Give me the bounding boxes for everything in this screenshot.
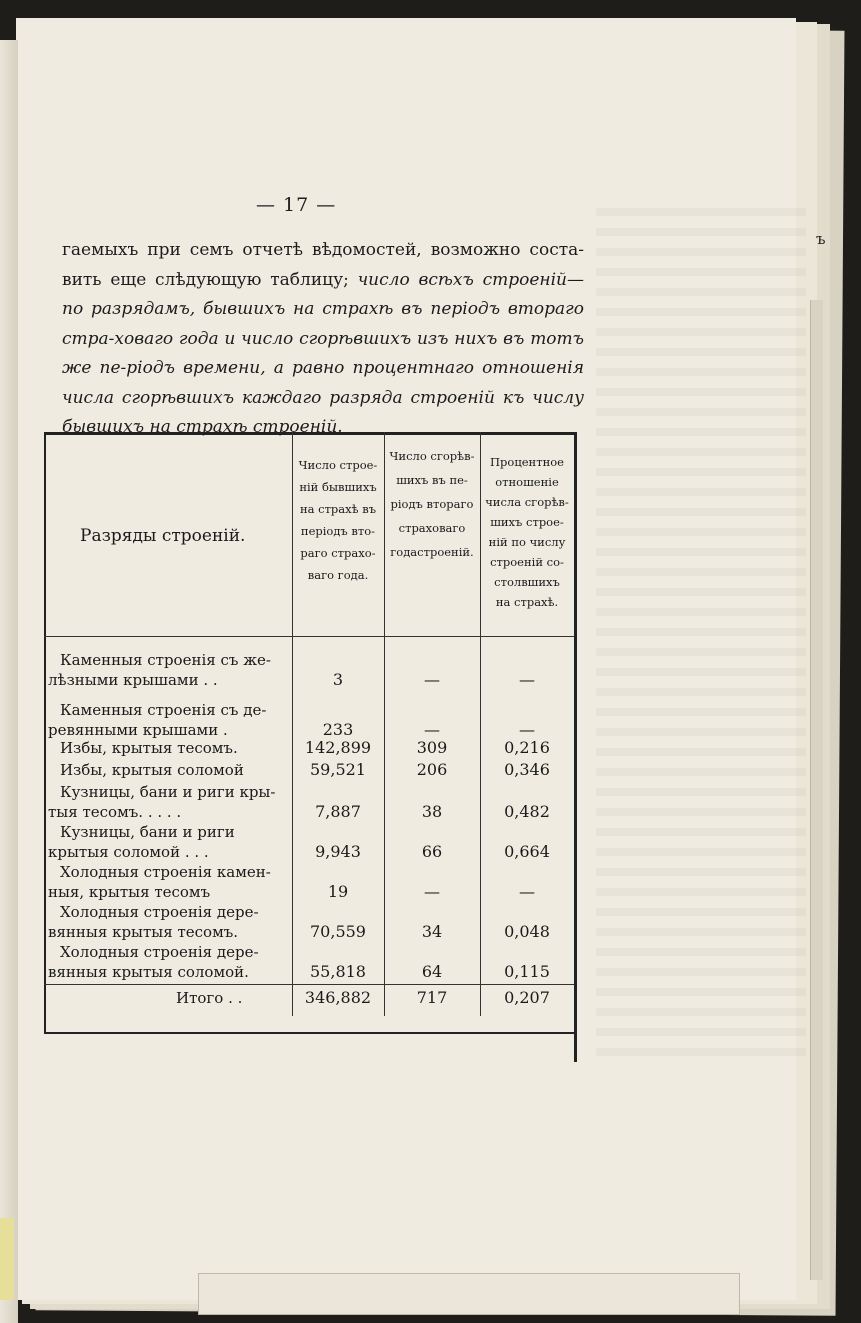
total-burned: 717 [416,988,448,1007]
burned-count: 64 [421,962,443,981]
percent-value: 0,664 [504,842,550,861]
statistics-table [44,432,574,1034]
header-line: строеній со- [490,555,564,569]
header-line: ній по числу [488,535,566,549]
header-category: Разряды строеній. [80,526,246,546]
header-line: Число сгорѣв- [389,449,475,463]
row-label: вянныя крытыя соломой. [48,963,249,981]
total-label: Итого . . [176,989,243,1007]
burned-count: — [424,670,440,689]
header-line: столвшихъ [494,575,560,589]
header-line: Процентное [490,455,564,469]
header-line: страховаго [398,521,466,535]
header-divider [44,636,574,637]
header-line: на страхѣ. [495,595,559,609]
row-label: Холодныя строенія дере- [60,903,259,921]
header-line: числа сгорѣв- [485,495,569,509]
insured-count: 233 [322,720,354,739]
intro-italic-text: число всѣхъ строеній—по разрядамъ, бывшихъ на страхѣ въ періодъ втораго стра-ховаго года и число сгорѣвшихъ изъ нихъ въ тотъ же пе-ріодъ времени, а равно процентнаго отношенія числа сгорѣвшихъ каждаго разряда строеній къ числу бывшихъ на страхѣ строеній. [62,269,584,437]
percent-value: 0,115 [504,962,550,981]
header-line: періодъ вто- [300,524,376,538]
row-label: Холодныя строенія камен- [60,863,271,881]
burned-count: 309 [416,738,448,757]
percent-value: 0,216 [504,738,550,757]
intro-text: гаемыхъ при семъ отчетѣ вѣдомостей, возможно соста-вить еще слѣдующую таблицу; [62,240,584,290]
header-line: ній бывшихъ [299,480,377,494]
row-label: крытыя соломой . . . [48,843,209,861]
total-divider [44,984,574,985]
insured-count: 3 [332,670,344,689]
insured-count: 7,887 [315,802,361,821]
row-label: Каменныя строенія съ же- [60,651,271,669]
book-binding [0,40,18,1323]
row-label: Избы, крытыя соломой [60,761,244,779]
page [16,18,796,1300]
bleed-through-text [596,208,806,1058]
row-label: Каменныя строенія съ де- [60,701,267,719]
insured-count: 55,818 [310,962,366,981]
header-line: шихъ строе- [490,515,564,529]
row-label: тыя тесомъ. . . . . [48,803,182,821]
percent-value: 0,482 [504,802,550,821]
row-label: Кузницы, бани и риги [60,823,235,841]
header-line: ріодъ втораго [390,497,474,511]
page-edge [810,300,823,1280]
page-number: — 17 — [256,194,337,216]
row-label: вянныя крытыя тесомъ. [48,923,239,941]
header-percent [480,452,574,612]
table-border [574,432,577,1062]
total-insured: 346,882 [304,988,372,1007]
percent-value: 0,346 [504,760,550,779]
burned-count: 34 [421,922,443,941]
insured-count: 59,521 [310,760,366,779]
row-label: Холодныя строенія дере- [60,943,259,961]
header-burned [384,444,480,564]
burned-count: 206 [416,760,448,779]
header-line: отношеніе [495,475,559,489]
header-line: Число строе- [298,458,378,472]
burned-count: — [424,720,440,739]
header-line: ваго года. [307,568,369,582]
table-border [44,432,46,1032]
total-percent: 0,207 [504,988,550,1007]
header-line: раго страхо- [300,546,376,560]
binding-tape [0,1218,14,1300]
row-label: ревянными крышами . [48,721,228,739]
table-border [44,432,574,435]
burned-count: — [424,882,440,901]
row-label: Кузницы, бани и риги кры- [60,783,276,801]
row-label: лѣзными крышами . . [48,671,218,689]
burned-count: 38 [421,802,443,821]
intro-paragraph [62,236,584,443]
percent-value: — [519,720,535,739]
table-border [44,1032,574,1034]
insured-count: 70,559 [310,922,366,941]
header-line: годастроеній. [390,545,474,559]
percent-value: — [519,670,535,689]
row-label: ныя, крытыя тесомъ [48,883,211,901]
burned-count: 66 [421,842,443,861]
bleed-through-letter: ъ [816,230,826,248]
header-line: шихъ въ пе- [396,473,468,487]
insured-count: 19 [327,882,349,901]
paper-slip [198,1273,740,1315]
insured-count: 9,943 [315,842,361,861]
percent-value: — [519,882,535,901]
insured-count: 142,899 [304,738,372,757]
header-line: на страхѣ въ [299,502,377,516]
percent-value: 0,048 [504,922,550,941]
header-insured [292,454,384,586]
row-label: Избы, крытыя тесомъ. [60,739,238,757]
